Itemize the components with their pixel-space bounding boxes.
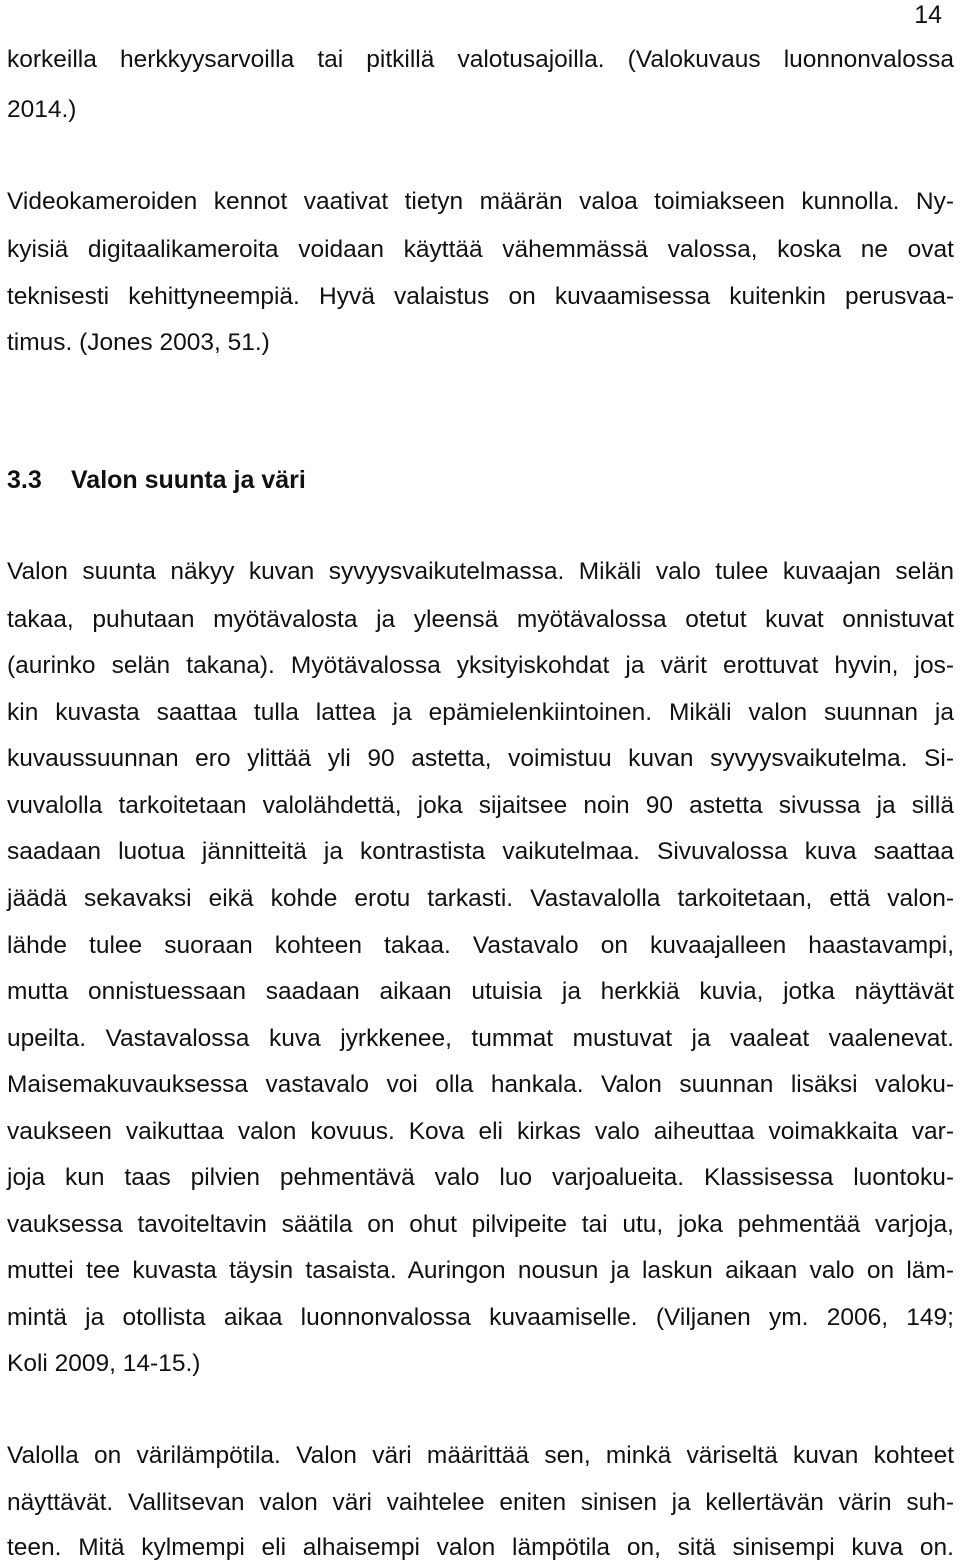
text-line: kuvaussuunnan ero ylittää yli 90 astetta, voimistuu kuvan syvyysvaikutelma. Si- bbox=[7, 745, 954, 772]
text-line: teknisesti kehittyneempiä. Hyvä valaistus on kuvaamisessa kuitenkin perusvaa- bbox=[7, 283, 954, 310]
text-line: mintä ja otollista aikaa luonnonvalossa kuvaamiselle. (Viljanen ym. 2006, 149; bbox=[7, 1304, 954, 1331]
text-line: saadaan luotua jännitteitä ja kontrastista vaikutelmaa. Sivuvalossa kuva saattaa bbox=[7, 838, 954, 865]
text-line: muttei tee kuvasta täysin tasaista. Auringon nousun ja laskun aikaan valo on läm- bbox=[7, 1257, 954, 1284]
text-line: kyisiä digitaalikameroita voidaan käyttää vähemmässä valossa, koska ne ovat bbox=[7, 236, 954, 263]
text-line: lähde tulee suoraan kohteen takaa. Vastavalo on kuvaajalleen haastavampi, bbox=[7, 932, 954, 959]
text-line: kin kuvasta saattaa tulla lattea ja epämielenkiintoinen. Mikäli valon suunnan ja bbox=[7, 699, 954, 726]
section-heading bbox=[7, 465, 306, 495]
section-title: Valon suunta ja väri bbox=[71, 466, 306, 494]
text-line: Videokameroiden kennot vaativat tietyn määrän valoa toimiakseen kunnolla. Ny- bbox=[7, 188, 954, 215]
text-line: upeilta. Vastavalossa kuva jyrkkenee, tummat mustuvat ja vaaleat vaalenevat. bbox=[7, 1025, 954, 1052]
text-line: takaa, puhutaan myötävalosta ja yleensä myötävalossa otetut kuvat onnistuvat bbox=[7, 606, 954, 633]
text-line: vauksessa tavoiteltavin säätila on ohut pilvipeite tai utu, joka pehmentää varjoja, bbox=[7, 1211, 954, 1238]
text-line: korkeilla herkkyysarvoilla tai pitkillä valotusajoilla. (Valokuvaus luonnonvalossa bbox=[7, 46, 954, 73]
text-line: joja kun taas pilvien pehmentävä valo luo varjoalueita. Klassisessa luontoku- bbox=[7, 1164, 954, 1191]
text-line: vaukseen vaikuttaa valon kovuus. Kova eli kirkas valo aiheuttaa voimakkaita var- bbox=[7, 1118, 954, 1145]
text-line: Maisemakuvauksessa vastavalo voi olla hankala. Valon suunnan lisäksi valoku- bbox=[7, 1071, 954, 1098]
text-line: vuvalolla tarkoitetaan valolähdettä, joka sijaitsee noin 90 astetta sivussa ja sillä bbox=[7, 792, 954, 819]
text-line: jäädä sekavaksi eikä kohde erotu tarkasti. Vastavalolla tarkoitetaan, että valon- bbox=[7, 885, 954, 912]
page-number: 14 bbox=[914, 1, 942, 29]
text-line: 2014.) bbox=[7, 96, 77, 123]
text-line: Valolla on värilämpötila. Valon väri määrittää sen, minkä väriseltä kuvan kohteet bbox=[7, 1442, 954, 1469]
text-line: Valon suunta näkyy kuvan syvyysvaikutelmassa. Mikäli valo tulee kuvaajan selän bbox=[7, 558, 954, 585]
text-line: (aurinko selän takana). Myötävalossa yksityiskohdat ja värit erottuvat hyvin, jos- bbox=[7, 652, 954, 679]
text-line: mutta onnistuessaan saadaan aikaan utuisia ja herkkiä kuvia, jotka näyttävät bbox=[7, 978, 954, 1005]
section-number: 3.3 bbox=[7, 466, 42, 494]
text-line: Koli 2009, 14-15.) bbox=[7, 1350, 201, 1377]
text-line: teen. Mitä kylmempi eli alhaisempi valon lämpötila on, sitä sinisempi kuva on. bbox=[7, 1534, 954, 1561]
text-line: näyttävät. Vallitsevan valon väri vaihtelee eniten sinisen ja kellertävän värin suh- bbox=[7, 1489, 954, 1516]
text-line: timus. (Jones 2003, 51.) bbox=[7, 329, 270, 356]
